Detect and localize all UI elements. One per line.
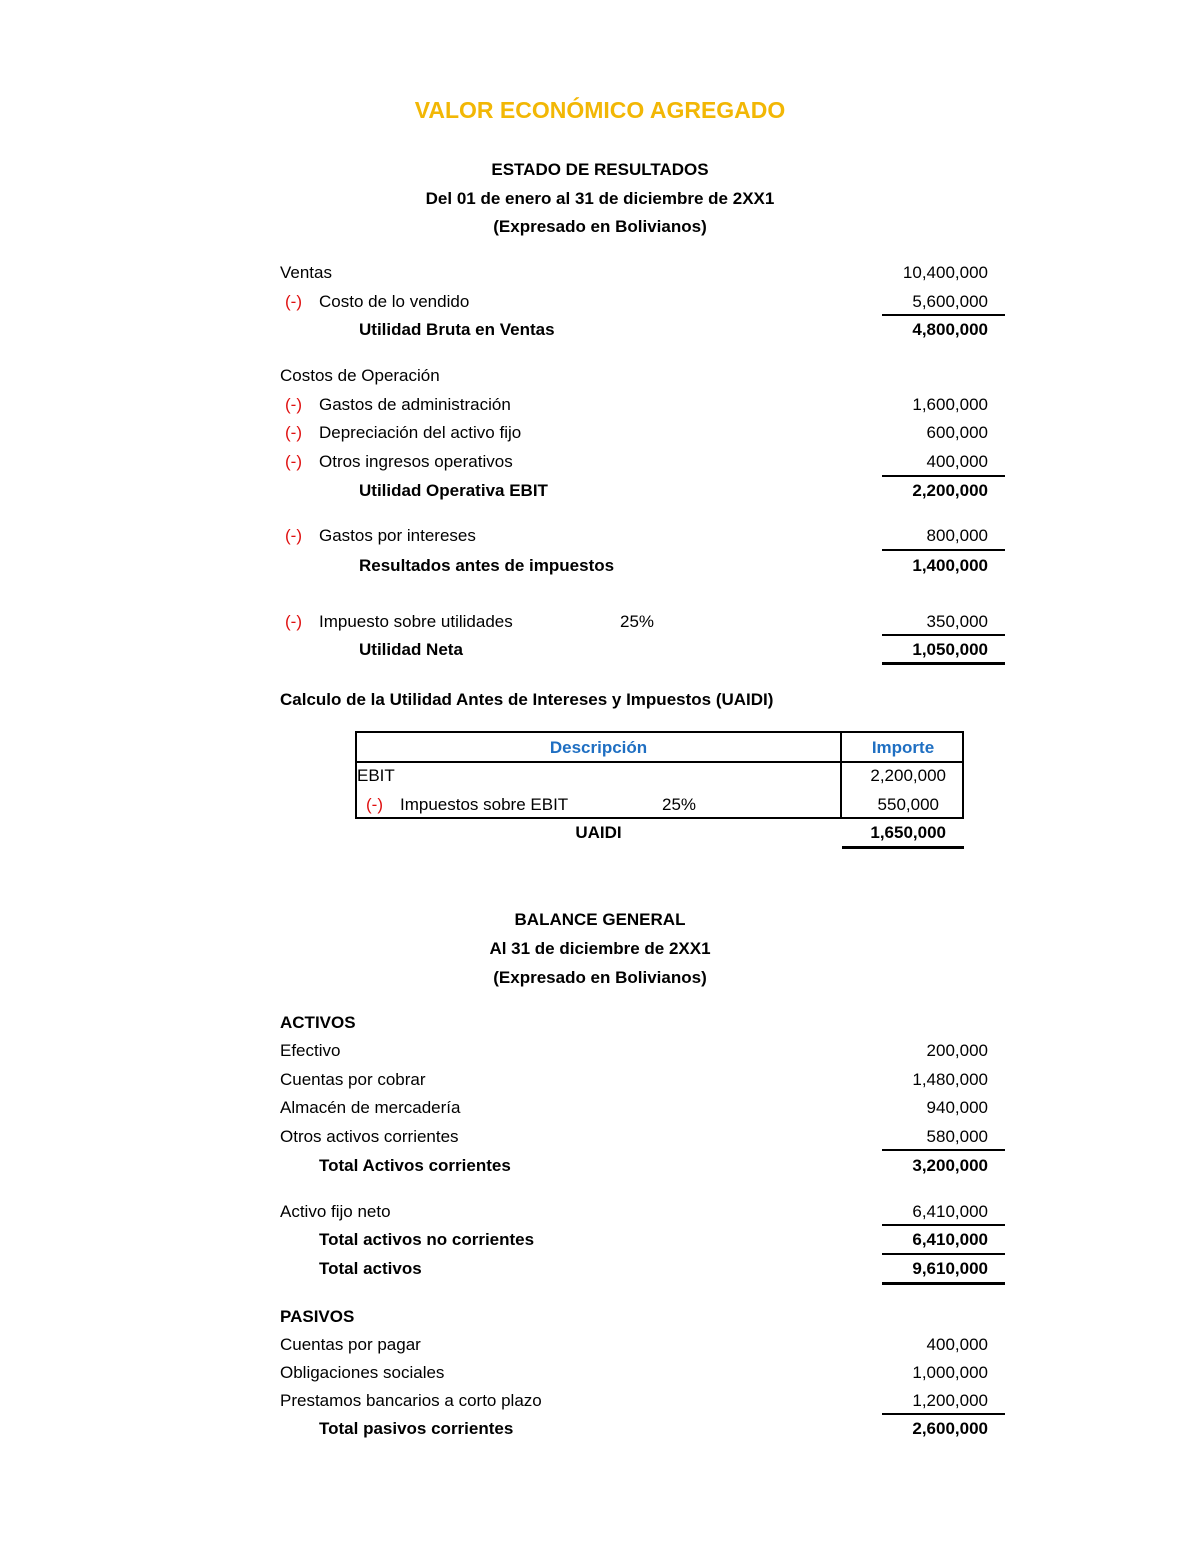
gastos-admin-label: Gastos de administración — [319, 395, 511, 414]
total-no-corrientes-label: Total activos no corrientes — [319, 1230, 535, 1249]
intereses-label: Gastos por intereses — [319, 526, 476, 545]
subtotal-rule — [882, 475, 1005, 477]
cuentas-cobrar-value: 1,480,000 — [912, 1070, 988, 1089]
balance-heading: BALANCE GENERAL — [514, 910, 686, 929]
minus-sign: (-) — [285, 395, 302, 414]
efectivo-value: 200,000 — [926, 1041, 988, 1060]
utilidad-bruta-label: Utilidad Bruta en Ventas — [359, 320, 555, 339]
efectivo-label: Efectivo — [280, 1041, 341, 1060]
subtotal-rule — [882, 1224, 1005, 1226]
minus-sign: (-) — [285, 526, 302, 545]
almacen-label: Almacén de mercadería — [280, 1098, 461, 1117]
total-no-corrientes-value: 6,410,000 — [912, 1230, 988, 1249]
antes-impuestos-value: 1,400,000 — [912, 556, 988, 575]
uaidi-col-descripcion: Descripción — [549, 738, 648, 757]
total-activos-value: 9,610,000 — [912, 1259, 988, 1278]
prestamos-label: Prestamos bancarios a corto plazo — [280, 1391, 542, 1410]
cuentas-pagar-value: 400,000 — [926, 1335, 988, 1354]
uaidi-impuestos-value: 550,000 — [877, 795, 939, 814]
income-statement-heading: ESTADO DE RESULTADOS — [491, 160, 709, 179]
gastos-admin-value: 1,600,000 — [912, 395, 988, 414]
activo-fijo-label: Activo fijo neto — [280, 1202, 391, 1221]
uaidi-impuestos-rate: 25% — [662, 795, 697, 814]
utilidad-neta-label: Utilidad Neta — [359, 640, 463, 659]
subtotal-rule — [882, 1413, 1005, 1415]
ebit-value: 2,200,000 — [912, 481, 988, 500]
uaidi-col-importe: Importe — [871, 738, 935, 757]
document-title: VALOR ECONÓMICO AGREGADO — [414, 97, 786, 123]
pasivos-heading: PASIVOS — [280, 1307, 355, 1326]
total-pasivos-value: 2,600,000 — [912, 1419, 988, 1438]
subtotal-rule — [882, 549, 1005, 551]
subtotal-rule — [882, 314, 1005, 316]
otros-ingresos-value: 400,000 — [926, 452, 988, 471]
prestamos-value: 1,200,000 — [912, 1391, 988, 1410]
impuesto-rate: 25% — [620, 612, 655, 631]
uaidi-ebit-label: EBIT — [357, 766, 395, 785]
income-statement-period: Del 01 de enero al 31 de diciembre de 2XX1 — [425, 189, 775, 208]
minus-sign: (-) — [285, 612, 302, 631]
balance-date: Al 31 de diciembre de 2XX1 — [489, 939, 711, 958]
uaidi-heading: Calculo de la Utilidad Antes de Intereses y Impuestos (UAIDI) — [280, 690, 774, 709]
otros-activos-label: Otros activos corrientes — [280, 1127, 459, 1146]
total-activos-corrientes-value: 3,200,000 — [912, 1156, 988, 1175]
uaidi-total-label: UAIDI — [575, 823, 622, 842]
uaidi-total-value: 1,650,000 — [870, 823, 946, 842]
costo-value: 5,600,000 — [912, 292, 988, 311]
ebit-label: Utilidad Operativa EBIT — [359, 481, 548, 500]
minus-sign: (-) — [366, 795, 383, 814]
uaidi-impuestos-label: Impuestos sobre EBIT — [400, 795, 569, 814]
intereses-value: 800,000 — [926, 526, 988, 545]
uaidi-table-header-line — [355, 761, 964, 763]
total-double-rule — [842, 846, 964, 849]
almacen-value: 940,000 — [926, 1098, 988, 1117]
cuentas-pagar-label: Cuentas por pagar — [280, 1335, 421, 1354]
total-double-rule — [882, 1282, 1005, 1285]
impuesto-value: 350,000 — [926, 612, 988, 631]
utilidad-neta-value: 1,050,000 — [912, 640, 988, 659]
subtotal-rule — [882, 634, 1005, 636]
minus-sign: (-) — [285, 423, 302, 442]
total-double-rule — [882, 662, 1005, 665]
activos-heading: ACTIVOS — [280, 1013, 356, 1032]
utilidad-bruta-value: 4,800,000 — [912, 320, 988, 339]
minus-sign: (-) — [285, 452, 302, 471]
costo-label: Costo de lo vendido — [319, 292, 470, 311]
subtotal-rule — [882, 1253, 1005, 1255]
minus-sign: (-) — [285, 292, 302, 311]
total-pasivos-label: Total pasivos corrientes — [319, 1419, 514, 1438]
antes-impuestos-label: Resultados antes de impuestos — [359, 556, 615, 575]
income-statement-currency: (Expresado en Bolivianos) — [493, 217, 707, 236]
otros-activos-value: 580,000 — [926, 1127, 988, 1146]
cuentas-cobrar-label: Cuentas por cobrar — [280, 1070, 426, 1089]
impuesto-label: Impuesto sobre utilidades — [319, 612, 513, 631]
total-activos-corrientes-label: Total Activos corrientes — [319, 1156, 511, 1175]
obligaciones-value: 1,000,000 — [912, 1363, 988, 1382]
depreciacion-value: 600,000 — [926, 423, 988, 442]
balance-currency: (Expresado en Bolivianos) — [493, 968, 707, 987]
uaidi-ebit-value: 2,200,000 — [870, 766, 946, 785]
costos-operacion-label: Costos de Operación — [280, 366, 440, 385]
activo-fijo-value: 6,410,000 — [912, 1202, 988, 1221]
otros-ingresos-label: Otros ingresos operativos — [319, 452, 513, 471]
total-activos-label: Total activos — [319, 1259, 422, 1278]
subtotal-rule — [882, 1149, 1005, 1151]
ventas-label: Ventas — [280, 263, 332, 282]
obligaciones-label: Obligaciones sociales — [280, 1363, 445, 1382]
ventas-value: 10,400,000 — [902, 263, 988, 282]
depreciacion-label: Depreciación del activo fijo — [319, 423, 522, 442]
